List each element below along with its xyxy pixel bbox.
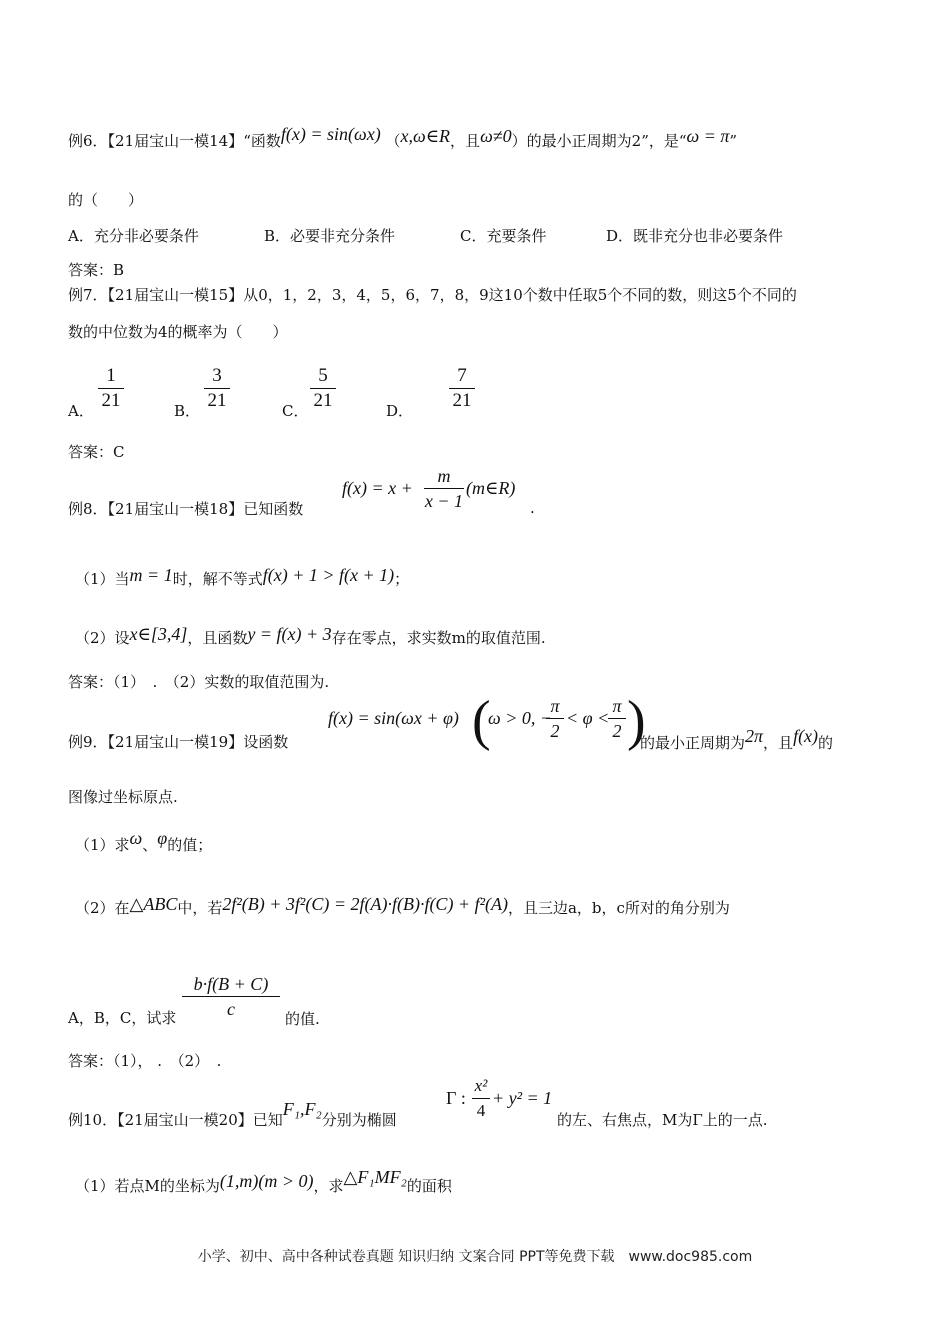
ex6-line1 (68, 124, 738, 151)
ex8-period: . (530, 499, 535, 517)
ex8-frac (424, 464, 464, 513)
ex6-line2: 的（ ） (68, 191, 144, 209)
ex9-part2 (75, 894, 730, 918)
ex10-p1-tri: △F₁MF₂ (343, 1167, 407, 1187)
ex8-p2-prefix: （2）设 (75, 629, 130, 647)
ex8-frac-num: m (424, 464, 464, 489)
ex8-p2-math: x∈[3,4] (129, 624, 188, 644)
ex10-part1 (75, 1167, 452, 1196)
ex6-cond-math: x,ω∈R (400, 126, 451, 146)
ex7-b-den: 21 (207, 390, 227, 411)
ex8-func-right: (m∈R) (466, 478, 516, 498)
ex9-answer: 答案：（1）， . （2） . (68, 1052, 222, 1070)
ex6-suffix: ）的最小正周期为2”，是“ (511, 132, 687, 150)
ex6-cond-open: （ (385, 132, 401, 150)
ex7-c-den: 21 (313, 390, 333, 411)
ex7-line2: 数的中位数为4的概率为（ ） (68, 323, 288, 341)
ex7-b-num: 3 (204, 364, 230, 389)
ex7-option-c-letter: C． (282, 402, 309, 420)
ex9-p2-prefix: （2）在 (75, 899, 130, 917)
ex8-p2-func: y = f(x) + 3 (247, 624, 332, 644)
ex10-ellipse-left: Γ : (446, 1088, 466, 1108)
ex9-frac1-num: π (546, 694, 564, 719)
ex9-p2-end: ，且三边a，b，c所对的角分别为 (507, 899, 730, 917)
ex8-p1-prefix: （1）当 (75, 570, 130, 588)
ex9-prefix: 例9．【21届宝山一模19】设函数 (68, 733, 289, 751)
page-footer: 小学、初中、高中各种试卷真题 知识归纳 文案合同 PPT等免费下载 www.doc985.com (197, 1249, 753, 1265)
ex8-p2-end: 存在零点，求实数m的取值范围. (331, 629, 546, 647)
ex10-p1-coord: (1,m)(m > 0) (219, 1171, 314, 1191)
ex9-frac2-den: 2 (612, 721, 622, 741)
ex7-option-a-frac (98, 364, 124, 413)
ex10-mid: 分别为椭圆 (321, 1111, 397, 1129)
ex6-func: f(x) = sin(ωx) (280, 124, 381, 144)
ex8-p1-math: m = 1 (129, 565, 173, 585)
ex10-p1-mid: ，求 (313, 1177, 344, 1195)
ex9-frac1-den: 2 (550, 721, 560, 741)
ex9-fx: f(x) (793, 726, 819, 746)
ex9-after2: ，且 (763, 734, 794, 752)
ex8-part2 (75, 624, 546, 648)
ex7-option-d-frac (449, 364, 475, 413)
ex9-part1 (75, 828, 213, 855)
ex8-answer: 答案：（1） . （2）实数的取值范围为. (68, 673, 330, 691)
ex10-foci: F₁,F₂ (282, 1099, 322, 1119)
ex9-p2-eq: 2f²(B) + 3f²(C) = 2f(A)·f(B)·f(C) + f²(A) (222, 894, 508, 914)
ex7-line1: 例7．【21届宝山一模15】从0，1，2，3，4，5，6，7，8，9这10个数中任取5个不同的数，则这5个不同的 (68, 286, 797, 304)
ex9-p3-frac-num: b·f(B + C) (182, 972, 280, 997)
ex8-func-left: f(x) = x + (342, 478, 413, 498)
ex6-prefix: 例6．【21届宝山一模14】“函数 (68, 132, 281, 150)
ex10-suffix: 的左、右焦点，M为Γ上的一点. (557, 1111, 768, 1129)
ex8-prefix: 例8．【21届宝山一模18】已知函数 (68, 500, 304, 518)
ex6-option-a: A．充分非必要条件 (68, 227, 199, 245)
ex9-sep: 、 (142, 836, 158, 854)
ex9-line2: 图像过坐标原点. (68, 788, 178, 806)
ex7-a-num: 1 (98, 364, 124, 389)
ex9-p1-end: 的值； (167, 836, 213, 854)
ex7-option-c-frac (310, 364, 336, 413)
ex9-frac2 (608, 694, 626, 743)
ex10-frac-den: 4 (476, 1101, 486, 1120)
ex8-part1 (75, 565, 410, 589)
ex10-ellipse-right: + y² = 1 (492, 1088, 553, 1108)
ex8-p1-end: ； (394, 570, 410, 588)
ex6-close: ” (729, 132, 738, 150)
ex9-p3-end: 的值. (285, 1010, 320, 1028)
ex8-p1-mid: 时，解不等式 (172, 570, 263, 588)
ex9-phi: φ (157, 828, 168, 848)
ex9-cond-left: ω > 0, − (488, 708, 553, 728)
ex9-p3-frac-den: c (227, 999, 235, 1019)
ex6-cond-math2: ω≠0 (480, 126, 512, 146)
ex9-omega: ω (129, 828, 143, 848)
ex6-option-c: C．充要条件 (460, 227, 547, 245)
ex9-after (640, 726, 834, 753)
ex8-frac-den: x − 1 (424, 491, 464, 511)
ex10-line1 (68, 1099, 397, 1130)
ex9-paren-right: ) (627, 690, 646, 752)
ex10-p1-end: 的面积 (406, 1177, 452, 1195)
ex6-option-d: D．既非充分也非必要条件 (606, 227, 784, 245)
ex7-option-b-frac (204, 364, 230, 413)
ex6-eq: ω = π (686, 126, 730, 146)
ex9-tri: △ABC (129, 894, 178, 914)
ex10-ellipse-frac (472, 1074, 490, 1123)
ex9-p3-frac (182, 972, 280, 1021)
ex7-option-d-letter: D． (386, 402, 414, 420)
ex7-d-num: 7 (449, 364, 475, 389)
ex7-d-den: 21 (452, 390, 472, 411)
ex10-p1-prefix: （1）若点M的坐标为 (75, 1177, 220, 1195)
ex9-frac1 (546, 694, 564, 743)
ex7-answer: 答案：C (68, 443, 125, 461)
ex9-frac2-num: π (608, 694, 626, 719)
ex9-p2-mid: 中，若 (177, 899, 223, 917)
ex10-frac-num: x² (472, 1074, 490, 1099)
ex9-after-text: 的最小正周期为 (640, 734, 746, 752)
ex7-option-a-letter: A． (68, 402, 94, 420)
ex8-p2-mid: ，且函数 (187, 629, 248, 647)
ex6-cond-mid: ，且 (450, 132, 481, 150)
ex9-paren-left: ( (472, 690, 491, 752)
ex9-cond-mid: < φ < (566, 708, 610, 728)
ex9-after3: 的 (818, 734, 834, 752)
ex9-p1-prefix: （1）求 (75, 836, 130, 854)
ex6-answer: 答案：B (68, 261, 125, 279)
ex7-option-b-letter: B． (174, 402, 201, 420)
ex9-func: f(x) = sin(ωx + φ) (328, 708, 459, 728)
ex7-a-den: 21 (101, 390, 121, 411)
ex8-p1-ineq: f(x) + 1 > f(x + 1) (262, 565, 395, 585)
ex6-option-b: B．必要非充分条件 (264, 227, 396, 245)
ex9-period-val: 2π (745, 726, 764, 746)
ex10-prefix: 例10．【21届宝山一模20】已知 (68, 1111, 283, 1129)
ex7-c-num: 5 (310, 364, 336, 389)
ex9-p3-prefix: A，B，C，试求 (68, 1009, 177, 1027)
